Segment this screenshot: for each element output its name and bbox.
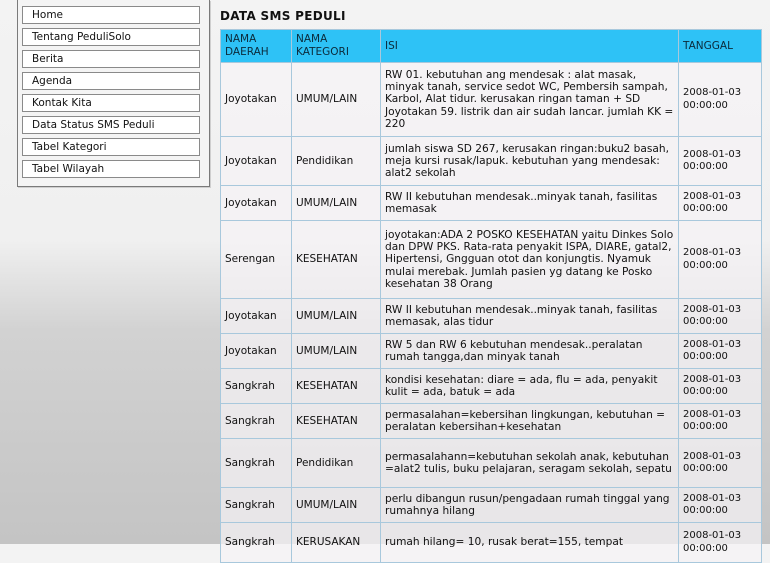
table-row: [221, 404, 762, 439]
column-header-tanggal[interactable]: TANGGAL: [679, 30, 762, 63]
cell-tanggal: 2008-01-03 00:00:00: [679, 488, 762, 523]
nav-item-home[interactable]: Home: [22, 6, 200, 24]
cell-tanggal: 2008-01-03 00:00:00: [679, 369, 762, 404]
cell-nama-kategori: KESEHATAN: [292, 404, 381, 439]
cell-nama-daerah: Sangkrah: [221, 523, 292, 563]
table-row: [221, 439, 762, 488]
cell-nama-kategori: Pendidikan: [292, 137, 381, 186]
cell-isi: RW 01. kebutuhan ang mendesak : alat masak, minyak tanah, service sedot WC, Pembersih sampah, Karbol, Alat tidur. kerusakan ringan taman + SD Joyotakan 59. listrik dan air sudah lancar. jumlah KK = 220: [381, 63, 679, 137]
table-row: [221, 523, 762, 563]
sms-data-table: [220, 29, 762, 563]
nav-item-data-status[interactable]: Data Status SMS Peduli: [22, 116, 200, 134]
cell-isi: kondisi kesehatan: diare = ada, flu = ada, penyakit kulit = ada, batuk = ada: [381, 369, 679, 404]
cell-nama-kategori: Pendidikan: [292, 439, 381, 488]
cell-tanggal: 2008-01-03 00:00:00: [679, 221, 762, 299]
cell-isi: RW II kebutuhan mendesak..minyak tanah, fasilitas memasak, alas tidur: [381, 299, 679, 334]
cell-tanggal: 2008-01-03 00:00:00: [679, 334, 762, 369]
table-row: [221, 334, 762, 369]
cell-nama-kategori: UMUM/LAIN: [292, 63, 381, 137]
cell-nama-daerah: Sangkrah: [221, 488, 292, 523]
column-header-nama-kategori[interactable]: NAMA KATEGORI: [292, 30, 381, 63]
cell-nama-daerah: Joyotakan: [221, 299, 292, 334]
cell-isi: perlu dibangun rusun/pengadaan rumah tinggal yang rumahnya hilang: [381, 488, 679, 523]
cell-nama-daerah: Joyotakan: [221, 137, 292, 186]
cell-nama-kategori: UMUM/LAIN: [292, 488, 381, 523]
cell-isi: jumlah siswa SD 267, kerusakan ringan:buku2 basah, meja kursi rusak/lapuk. kebutuhan yang mendesak: alat2 sekolah: [381, 137, 679, 186]
cell-tanggal: 2008-01-03 00:00:00: [679, 404, 762, 439]
cell-tanggal: 2008-01-03 00:00:00: [679, 186, 762, 221]
table-row: [221, 221, 762, 299]
cell-nama-kategori: KESEHATAN: [292, 221, 381, 299]
cell-tanggal: 2008-01-03 00:00:00: [679, 63, 762, 137]
cell-nama-daerah: Serengan: [221, 221, 292, 299]
table-body: [221, 63, 762, 563]
sidebar-nav: [17, 0, 210, 187]
cell-tanggal: 2008-01-03 00:00:00: [679, 137, 762, 186]
cell-nama-kategori: KERUSAKAN: [292, 523, 381, 563]
cell-isi: joyotakan:ADA 2 POSKO KESEHATAN yaitu Dinkes Solo dan DPW PKS. Rata-rata penyakit ISPA, DIARE, gatal2, Hipertensi, Gngguan otot dan konjungtis. Nyamuk mulai merebak. Jumlah pasien yg datang ke Posko kesehatan 38 Orang: [381, 221, 679, 299]
cell-nama-daerah: Joyotakan: [221, 334, 292, 369]
nav-item-berita[interactable]: Berita: [22, 50, 200, 68]
nav-item-kontak[interactable]: Kontak Kita: [22, 94, 200, 112]
cell-isi: permasalahan=kebersihan lingkungan, kebutuhan = peralatan kebersihan+kesehatan: [381, 404, 679, 439]
cell-isi: RW 5 dan RW 6 kebutuhan mendesak..peralatan rumah tangga,dan minyak tanah: [381, 334, 679, 369]
table-row: [221, 63, 762, 137]
cell-nama-daerah: Joyotakan: [221, 186, 292, 221]
cell-nama-daerah: Joyotakan: [221, 63, 292, 137]
cell-nama-kategori: UMUM/LAIN: [292, 186, 381, 221]
cell-nama-kategori: UMUM/LAIN: [292, 334, 381, 369]
cell-tanggal: 2008-01-03 00:00:00: [679, 523, 762, 563]
table-row: [221, 186, 762, 221]
column-header-nama-daerah[interactable]: NAMA DAERAH: [221, 30, 292, 63]
column-header-isi[interactable]: ISI: [381, 30, 679, 63]
table-row: [221, 369, 762, 404]
table-row: [221, 299, 762, 334]
page-title: DATA SMS PEDULI: [220, 9, 346, 23]
cell-isi: RW II kebutuhan mendesak..minyak tanah, fasilitas memasak: [381, 186, 679, 221]
cell-nama-kategori: KESEHATAN: [292, 369, 381, 404]
cell-tanggal: 2008-01-03 00:00:00: [679, 439, 762, 488]
table-row: [221, 137, 762, 186]
nav-item-agenda[interactable]: Agenda: [22, 72, 200, 90]
nav-item-tabel-kategori[interactable]: Tabel Kategori: [22, 138, 200, 156]
nav-menu: [18, 0, 209, 178]
nav-item-tentang[interactable]: Tentang PeduliSolo: [22, 28, 200, 46]
cell-nama-kategori: UMUM/LAIN: [292, 299, 381, 334]
table-row: [221, 488, 762, 523]
table-header-row: [221, 30, 762, 63]
cell-isi: rumah hilang= 10, rusak berat=155, tempat: [381, 523, 679, 563]
cell-nama-daerah: Sangkrah: [221, 439, 292, 488]
main-content: [220, 0, 765, 563]
cell-nama-daerah: Sangkrah: [221, 404, 292, 439]
nav-item-tabel-wilayah[interactable]: Tabel Wilayah: [22, 160, 200, 178]
cell-isi: permasalahann=kebutuhan sekolah anak, kebutuhan =alat2 tulis, buku pelajaran, seragam sekolah, sepatu: [381, 439, 679, 488]
cell-nama-daerah: Sangkrah: [221, 369, 292, 404]
cell-tanggal: 2008-01-03 00:00:00: [679, 299, 762, 334]
